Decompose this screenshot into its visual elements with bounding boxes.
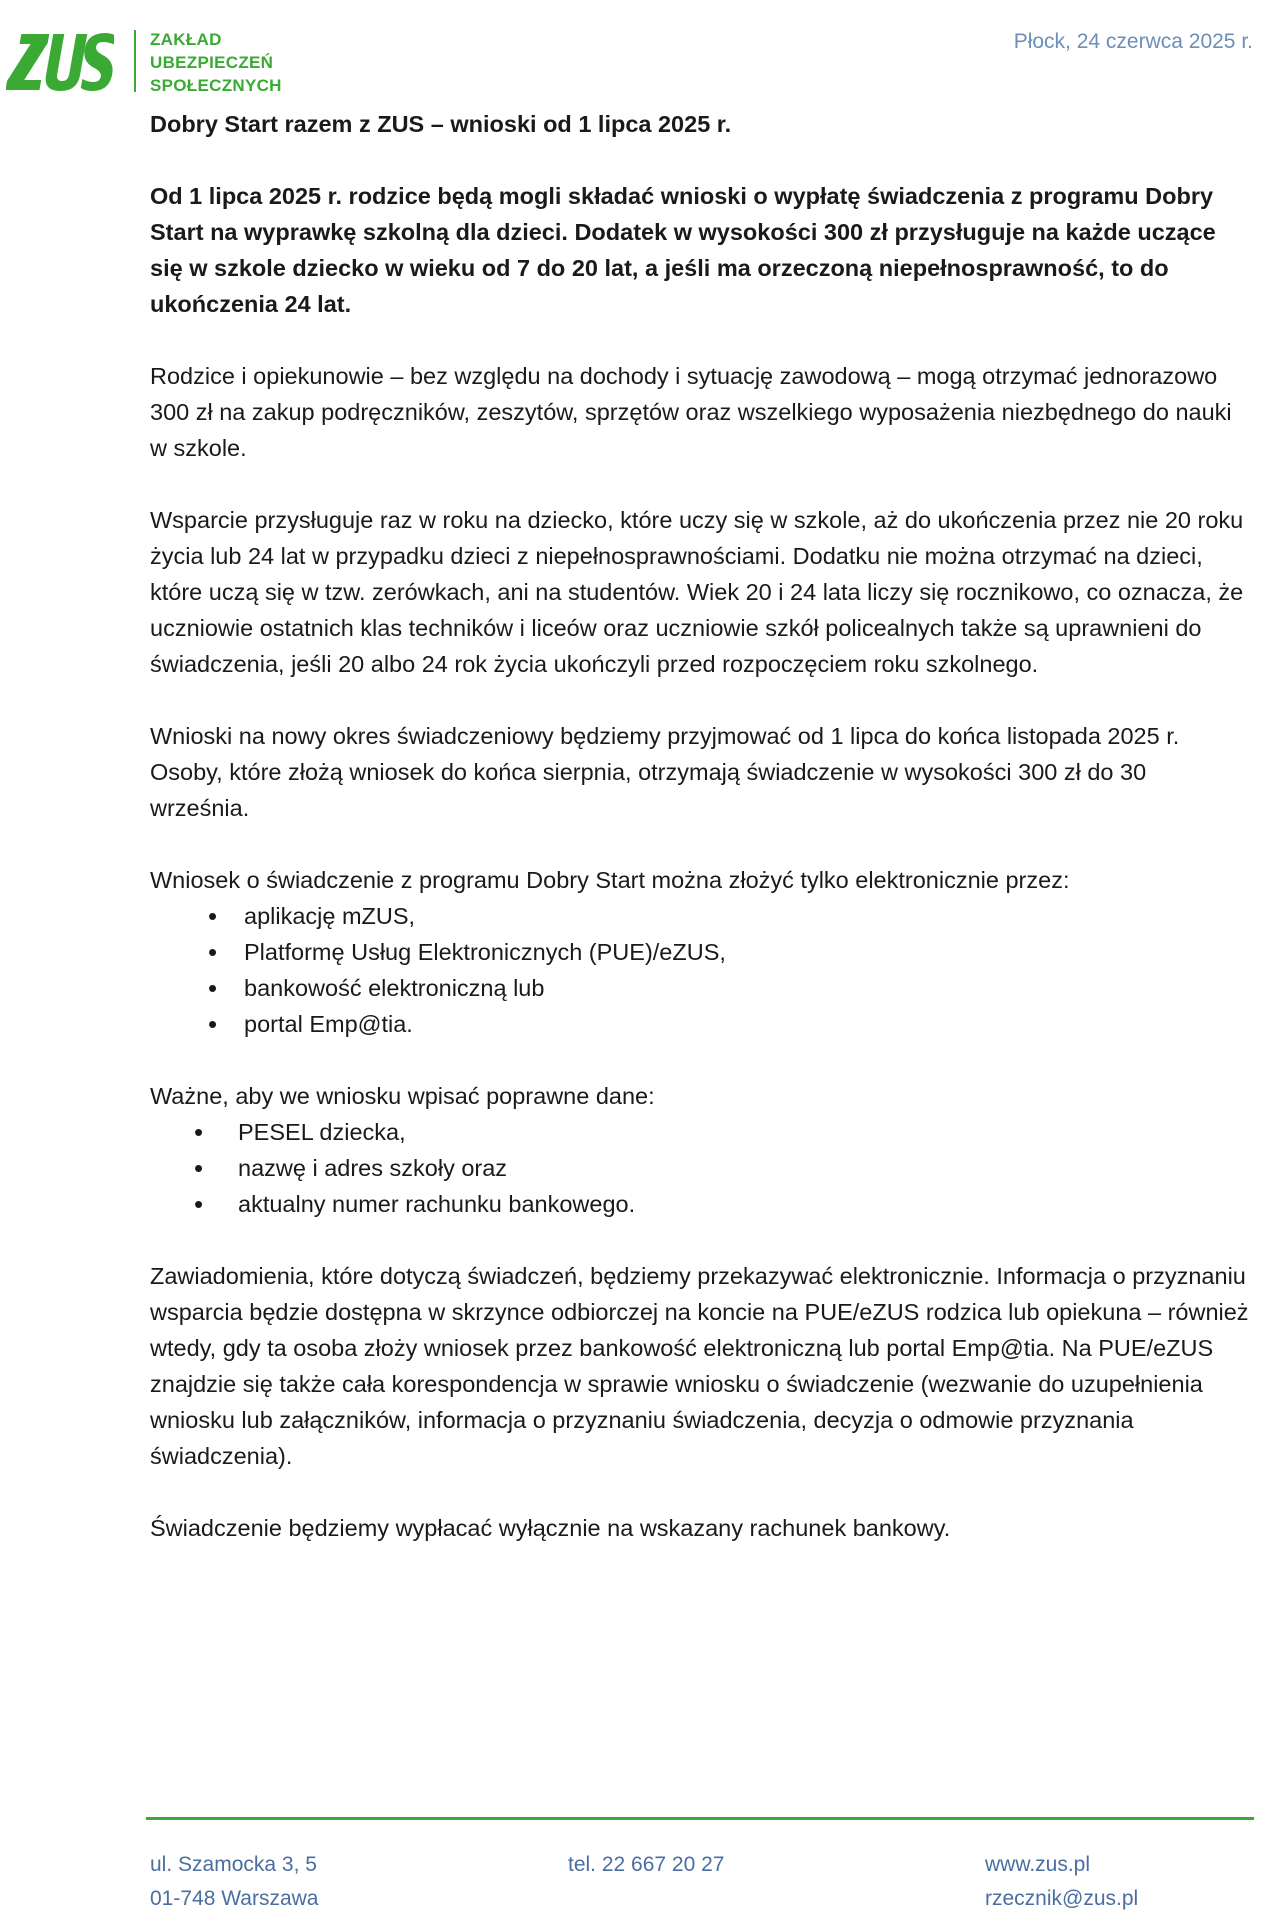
logo-line-2: UBEZPIECZEŃ [150, 53, 274, 72]
submission-methods-intro: Wniosek o świadczenie z programu Dobry Start można złożyć tylko elektronicznie przez: [150, 867, 1070, 893]
zus-logo-mark [6, 30, 114, 94]
document-date: Płock, 24 czerwca 2025 r. [1013, 30, 1253, 53]
footer-phone: tel. 22 667 20 27 [568, 1853, 725, 1876]
logo-line-1: ZAKŁAD [150, 30, 222, 49]
press-release-body [150, 106, 1250, 1546]
list-item: • portal Emp@tia. [150, 1006, 1250, 1042]
footer-phone-block [568, 1848, 724, 1882]
logo-wordmark [150, 28, 282, 97]
footer-email-link[interactable]: rzecznik@zus.pl [985, 1887, 1139, 1910]
logo-divider [134, 30, 136, 92]
list-item: • Platformę Usług Elektronicznych (PUE)/eZUS, [150, 934, 1250, 970]
footer-divider [146, 1817, 1254, 1820]
list-item: • PESEL dziecka, [150, 1114, 1250, 1150]
payment-paragraph: Świadczenie będziemy wypłacać wyłącznie na wskazany rachunek bankowy. [150, 1515, 951, 1541]
footer-street: ul. Szamocka 3, 5 [150, 1853, 317, 1876]
required-data-intro: Ważne, aby we wniosku wpisać poprawne dane: [150, 1083, 655, 1109]
logo-line-3: SPOŁECZNYCH [150, 76, 282, 95]
zus-logo [6, 28, 306, 98]
paragraph-1: Rodzice i opiekunowie – bez względu na dochody i sytuację zawodową – mogą otrzymać jednorazowo 300 zł na zakup podręczników, zeszytów, sprzętów oraz wszelkiego wyposażenia niezbędnego do nauki w szkole. [150, 363, 1232, 461]
submission-methods-list [150, 898, 1250, 1042]
lead-paragraph: Od 1 lipca 2025 r. rodzice będą mogli składać wnioski o wypłatę świadczenia z programu Dobry Start na wyprawkę szkolną dla dzieci. Dodatek w wysokości 300 zł przysługuje na każde uczące się w szkole dziecko w wieku od 7 do 20 lat, a jeśli ma orzeczoną niepełnosprawność, to do ukończenia 24 lat. [150, 183, 1216, 317]
footer-postal-city: 01-748 Warszawa [150, 1887, 319, 1910]
list-item: • aktualny numer rachunku bankowego. [150, 1186, 1250, 1222]
document-title: Dobry Start razem z ZUS – wnioski od 1 lipca 2025 r. [150, 111, 732, 137]
list-item: • nazwę i adres szkoły oraz [150, 1150, 1250, 1186]
list-item: • bankowość elektroniczną lub [150, 970, 1250, 1006]
footer-contact [985, 1848, 1138, 1916]
list-item: • aplikację mZUS, [150, 898, 1250, 934]
paragraph-3: Wnioski na nowy okres świadczeniowy będziemy przyjmować od 1 lipca do końca listopada 2025 r. Osoby, które złożą wniosek do końca sierpnia, otrzymają świadczenie w wysokości 300 zł do 30 września. [150, 723, 1180, 821]
footer-website-link[interactable]: www.zus.pl [985, 1853, 1091, 1876]
letterhead [0, 0, 1261, 110]
required-data-list [150, 1114, 1250, 1222]
footer-address [150, 1848, 318, 1916]
notifications-paragraph: Zawiadomienia, które dotyczą świadczeń, będziemy przekazywać elektronicznie. Informacja o przyznaniu wsparcia będzie dostępna w skrzynce odbiorczej na koncie na PUE/eZUS rodzica lub opiekuna – również wtedy, gdy ta osoba złoży wniosek przez bankowość elektroniczną lub portal Emp@tia. Na PUE/eZUS znajdzie się także cała korespondencja w sprawie wniosku o świadczenie (wezwanie do uzupełnienia wniosku lub załączników, informacja o przyznaniu świadczenia, decyzja o odmowie przyznania świadczenia). [150, 1263, 1249, 1469]
paragraph-2: Wsparcie przysługuje raz w roku na dziecko, które uczy się w szkole, aż do ukończenia przez nie 20 roku życia lub 24 lat w przypadku dzieci z niepełnosprawnościami. Dodatku nie można otrzymać na dzieci, które uczą się w tzw. zerówkach, ani na studentów. Wiek 20 i 24 lata liczy się rocznikowo, co oznacza, że uczniowie ostatnich klas techników i liceów oraz uczniowie szkół policealnych także są uprawnieni do świadczenia, jeśli 20 albo 24 rok życia ukończyli przed rozpoczęciem roku szkolnego. [150, 507, 1244, 677]
